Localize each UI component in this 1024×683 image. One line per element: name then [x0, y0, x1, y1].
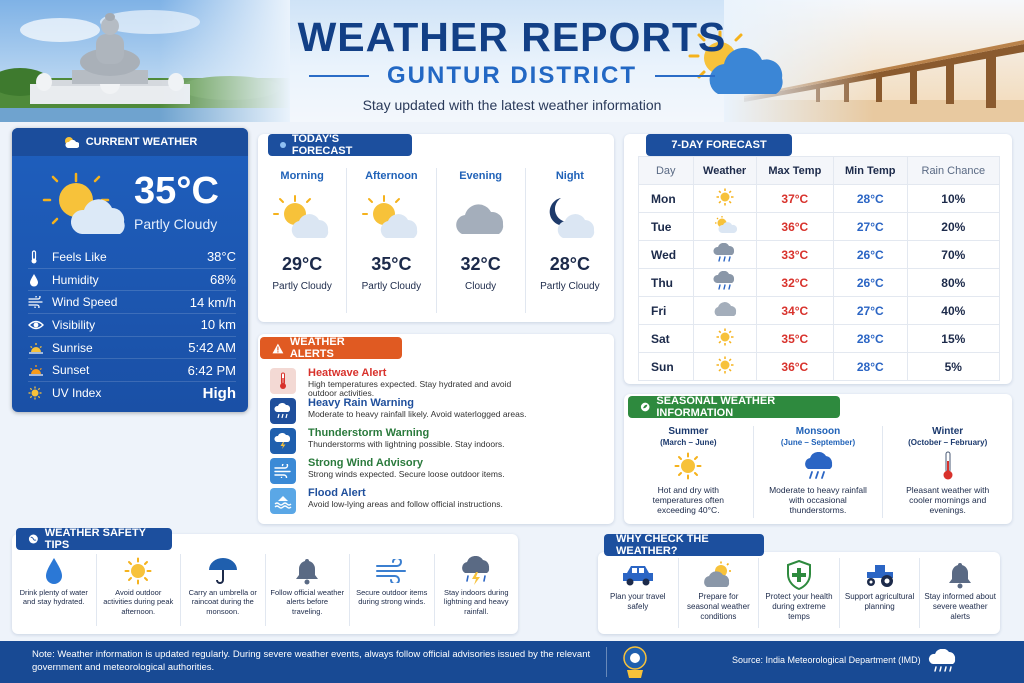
footer-source: Source: India Meteorological Department (IMD)	[732, 655, 921, 665]
umbrella-icon	[207, 557, 239, 585]
tractor-icon	[863, 562, 897, 588]
warning-icon	[272, 343, 284, 354]
why-check-header	[604, 534, 764, 556]
why-item-agriculture: Support agricultural planning	[840, 558, 921, 628]
current-weather-title: CURRENT WEATHER	[85, 136, 198, 148]
rain-cloud-icon	[928, 649, 956, 675]
forecast-period-evening: Evening 32°C Cloudy	[437, 168, 526, 313]
subtitle-row	[0, 62, 1024, 90]
column-header: Weather	[693, 157, 756, 185]
seven-day-forecast-header	[646, 134, 792, 156]
seasonal-weather-header	[628, 396, 840, 418]
sunset-icon	[28, 364, 44, 376]
eye-icon	[28, 319, 44, 331]
partly-cloudy-icon	[713, 216, 737, 234]
droplet-icon	[28, 273, 40, 287]
leaf-icon	[640, 401, 650, 413]
current-row-visibility: Visibility 10 km	[28, 314, 236, 337]
why-item-seasonal: Prepare for seasonal weather conditions	[679, 558, 760, 628]
page-tagline: Stay updated with the latest weather information	[362, 97, 662, 113]
tip-hydrate: Drink plenty of water and stay hydrated.	[12, 554, 97, 626]
thunderstorm-icon	[274, 433, 292, 449]
partly-cloudy-icon	[362, 194, 420, 240]
current-temperature: 35°C	[134, 170, 219, 212]
current-row-wind-speed: Wind Speed 14 km/h	[28, 291, 236, 314]
column-header: Min Temp	[833, 157, 907, 185]
weather-alerts-header	[260, 337, 402, 359]
wind-icon	[274, 464, 292, 478]
dot-icon	[280, 142, 286, 148]
current-row-sunset: Sunset 6:42 PM	[28, 359, 236, 382]
seasonal-weather-card	[624, 394, 1012, 524]
alert-strong-wind: Strong Wind Advisory Strong winds expected. Secure loose outdoor items.	[270, 458, 610, 485]
partly-cloudy-icon	[42, 172, 128, 236]
thermometer-icon	[941, 451, 955, 481]
season-winter: Winter (October – February) Pleasant weather with cooler mornings and evenings.	[906, 426, 990, 516]
why-check-card	[598, 552, 1000, 634]
alert-icon-box	[270, 458, 296, 484]
tip-secure-items: Secure outdoor items during strong winds.	[350, 554, 435, 626]
sun-icon	[716, 356, 734, 374]
todays-forecast-header	[268, 134, 412, 156]
sun-icon	[124, 557, 152, 585]
alert-icon-box	[270, 488, 296, 514]
partly-cloudy-icon	[273, 194, 331, 240]
weather-alerts-card	[258, 334, 614, 524]
forecast-period-afternoon: Afternoon 35°C Partly Cloudy	[347, 168, 436, 313]
moon-cloud-icon	[541, 194, 599, 240]
imd-emblem-icon	[622, 644, 648, 680]
rain-cloud-icon	[713, 271, 737, 291]
season-summer: Summer (March – June) Hot and dry with temperatures often exceeding 40°C.	[624, 426, 754, 518]
table-row: Sun 36°C 28°C 5%	[639, 353, 1000, 381]
flood-icon	[274, 493, 292, 509]
water-drop-icon	[44, 557, 64, 585]
table-row: Tue 36°C 27°C 20%	[639, 213, 1000, 241]
footer-divider	[606, 647, 607, 677]
safety-tips-card	[12, 527, 518, 634]
why-check-title: WHY CHECK THE WEATHER?	[616, 533, 709, 557]
table-row: Sat 35°C 28°C 15%	[639, 325, 1000, 353]
wind-icon	[28, 296, 44, 308]
tip-stay-indoors: Stay indoors during lightning and heavy rainfall.	[435, 554, 519, 626]
current-row-feels-like: Feels Like 38°C	[28, 246, 236, 269]
globe-icon	[28, 533, 39, 545]
bell-icon	[295, 557, 319, 585]
header-banner	[0, 0, 1024, 122]
current-row-sunrise: Sunrise 5:42 AM	[28, 337, 236, 360]
alert-icon-box	[270, 428, 296, 454]
tip-follow-alerts: Follow official weather alerts before traveling.	[266, 554, 351, 626]
divider	[309, 75, 369, 77]
sunrise-icon	[28, 342, 44, 354]
thermometer-icon	[28, 250, 40, 264]
safety-tips-title: WEATHER SAFETY TIPS	[44, 527, 146, 551]
forecast-period-morning: Morning 29°C Partly Cloudy	[258, 168, 347, 313]
weather-alerts-title: WEATHER ALERTS	[289, 336, 345, 360]
footer-note: Note: Weather information is updated regularly. During severe weather events, always follow official advisories issued by the relevant government and meteorological authorities.	[32, 649, 591, 673]
sun-icon	[716, 328, 734, 346]
current-condition: Partly Cloudy	[134, 216, 218, 232]
table-row: Fri 34°C 27°C 40%	[639, 297, 1000, 325]
todays-forecast-card	[258, 134, 614, 322]
tip-avoid-outdoor: Avoid outdoor activities during peak afternoon.	[97, 554, 182, 626]
rain-cloud-icon	[274, 403, 292, 419]
tip-umbrella: Carry an umbrella or raincoat during the monsoon.	[181, 554, 266, 626]
rain-cloud-icon	[713, 243, 737, 263]
current-details	[28, 246, 236, 405]
seven-day-table	[638, 156, 1000, 381]
current-row-humidity: Humidity 68%	[28, 269, 236, 292]
seven-day-forecast-title: 7-DAY FORECAST	[671, 139, 767, 151]
rain-cloud-icon	[802, 452, 834, 480]
current-row-uv-index: UV Index High	[28, 382, 236, 405]
cloud-icon	[712, 301, 738, 317]
alert-icon-box	[270, 368, 296, 394]
current-weather-header	[12, 128, 248, 156]
current-weather-card	[12, 128, 248, 412]
seasonal-weather-title: SEASONAL WEATHER INFORMATION	[656, 395, 776, 419]
safety-tips-header	[16, 528, 172, 550]
column-header: Max Temp	[756, 157, 833, 185]
alert-flood: Flood Alert Avoid low-lying areas and follow official instructions.	[270, 488, 610, 515]
table-row: Wed 33°C 26°C 70%	[639, 241, 1000, 269]
wind-icon	[375, 559, 409, 583]
shield-plus-icon	[786, 560, 812, 590]
car-icon	[621, 564, 655, 586]
thunderstorm-icon	[459, 556, 493, 586]
alert-icon-box	[270, 398, 296, 424]
page-subtitle: GUNTUR DISTRICT	[387, 62, 637, 89]
divider	[655, 75, 715, 77]
table-header-row	[639, 157, 1000, 185]
table-row: Mon 37°C 28°C 10%	[639, 185, 1000, 213]
column-header: Rain Chance	[907, 157, 999, 185]
why-item-alerts: Stay informed about severe weather alerts	[920, 558, 1000, 628]
alert-heavy-rain: Heavy Rain Warning Moderate to heavy rainfall likely. Avoid waterlogged areas.	[270, 398, 610, 425]
partly-cloudy-icon	[63, 136, 79, 148]
sun-icon	[716, 188, 734, 206]
forecast-period-night: Night 28°C Partly Cloudy	[540, 170, 600, 292]
cloud-icon	[452, 194, 510, 240]
sun-icon	[674, 452, 702, 480]
why-item-health: Protect your health during extreme temps	[759, 558, 840, 628]
footer-bar	[0, 641, 1024, 683]
todays-forecast-title: TODAY'S FORECAST	[291, 133, 353, 157]
page-title: WEATHER REPORTS	[297, 14, 727, 60]
alert-heatwave: Heatwave Alert High temperatures expected. Stay hydrated and avoid outdoor activities.	[270, 368, 610, 395]
column-header: Day	[639, 157, 694, 185]
thermometer-icon	[277, 372, 289, 390]
why-item-travel: Plan your travel safely	[598, 558, 679, 628]
bell-icon	[948, 561, 972, 589]
alert-thunderstorm: Thunderstorm Warning Thunderstorms with lightning possible. Stay indoors.	[270, 428, 610, 455]
table-row: Thu 32°C 26°C 80%	[639, 269, 1000, 297]
season-monsoon: Monsoon (June – September) Moderate to heavy rainfall with occasional thunderstorms.	[754, 426, 884, 518]
sun-icon	[28, 386, 42, 400]
partly-cloudy-icon	[701, 561, 735, 589]
seven-day-forecast-card	[624, 134, 1012, 384]
